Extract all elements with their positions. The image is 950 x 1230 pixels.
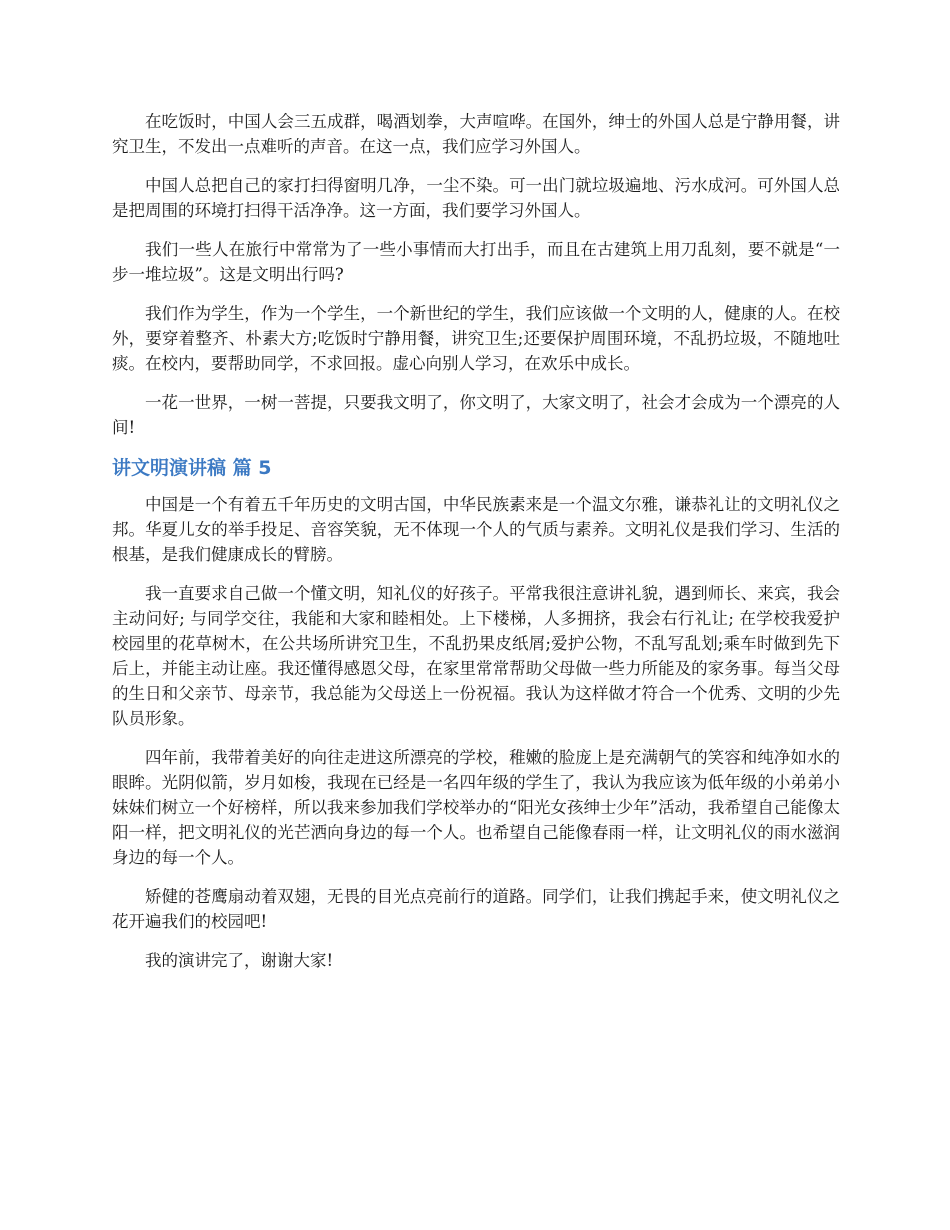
paragraph: 中国人总把自己的家打扫得窗明几净，一尘不染。可一出门就垃圾遍地、污水成河。可外国人总是把周围的环境打扫得干活净净。这一方面，我们要学习外国人。 bbox=[112, 176, 840, 220]
paragraph: 在吃饭时，中国人会三五成群，喝酒划拳，大声喧哗。在国外，绅士的外国人总是宁静用餐，讲究卫生，不发出一点难听的声音。在这一点，我们应学习外国人。 bbox=[112, 112, 840, 156]
paragraph: 四年前，我带着美好的向往走进这所漂亮的学校，稚嫩的脸庞上是充满朝气的笑容和纯净如水的眼眸。光阴似箭，岁月如梭，我现在已经是一名四年级的学生了，我认为我应该为低年级的小弟弟小妹妹们树立一个好榜样，所以我来参加我们学校举办的“阳光女孩绅士少年”活动，我希望自己能像太阳一样，把文明礼仪的光芒洒向身边的每一个人。也希望自己能像春雨一样，让文明礼仪的雨水滋润身边的每一个人。 bbox=[112, 748, 840, 867]
paragraph: 我们作为学生，作为一个学生，一个新世纪的学生，我们应该做一个文明的人，健康的人。在校外，要穿着整齐、朴素大方;吃饭时宁静用餐，讲究卫生;还要保护周围环境，不乱扔垃圾，不随地吐痰。在校内，要帮助同学，不求回报。虚心向别人学习，在欢乐中成长。 bbox=[112, 304, 840, 373]
paragraph: 我的演讲完了，谢谢大家! bbox=[145, 951, 334, 970]
paragraph: 一花一世界，一树一菩提，只要我文明了，你文明了，大家文明了，社会才会成为一个漂亮的人间! bbox=[112, 393, 840, 437]
section-heading: 讲文明演讲稿 篇 5 bbox=[112, 457, 272, 479]
paragraph: 中国是一个有着五千年历史的文明古国，中华民族素来是一个温文尔雅，谦恭礼让的文明礼仪之邦。华夏儿女的举手投足、音容笑貌，无不体现一个人的气质与素养。文明礼仪是我们学习、生活的根基，是我们健康成长的臂膀。 bbox=[112, 495, 840, 564]
document-page bbox=[112, 109, 840, 987]
paragraph: 矫健的苍鹰扇动着双翅，无畏的目光点亮前行的道路。同学们，让我们携起手来，使文明礼仪之花开遍我们的校园吧! bbox=[112, 887, 840, 931]
paragraph: 我一直要求自己做一个懂文明，知礼仪的好孩子。平常我很注意讲礼貌，遇到师长、来宾，我会主动问好; 与同学交往，我能和大家和睦相处。上下楼梯，人多拥挤，我会右行礼让; 在学校我爱护校园里的花草树木，在公共场所讲究卫生，不乱扔果皮纸屑;爱护公物，不乱写乱划;乘车时做到先下后上，并能主动让座。我还懂得感恩父母，在家里常常帮助父母做一些力所能及的家务事。每当父母的生日和父亲节、母亲节，我总能为父母送上一份祝福。我认为这样做才符合一个优秀、文明的少先队员形象。 bbox=[112, 584, 840, 728]
paragraph: 我们一些人在旅行中常常为了一些小事情而大打出手，而且在古建筑上用刀乱刻，要不就是“一步一堆垃圾”。这是文明出行吗? bbox=[112, 240, 840, 284]
